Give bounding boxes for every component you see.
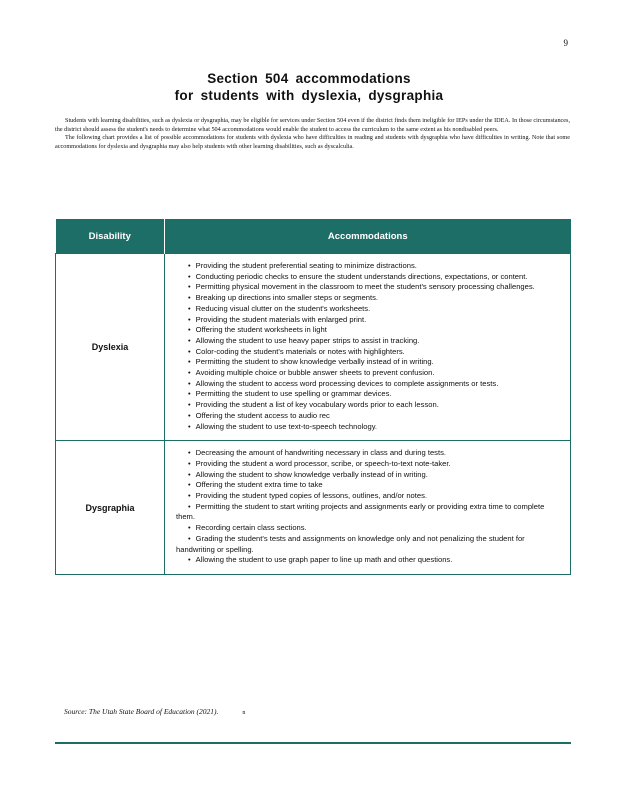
title-line-1: Section 504 accommodations: [207, 71, 411, 86]
intro-paragraph-2: The following chart provides a list of possible accommodations for students with dyslexia who have difficulties in reading and students with dysgraphia who have difficulties in writing. Note that some accommodations for dyslexia and dysgraphia may also help students with other learning disabilities, such as dyscalculia.: [55, 134, 570, 150]
header-disability: Disability: [56, 219, 165, 254]
list-item: • Recording certain class sections.: [176, 523, 552, 534]
list-item: • Permitting the student to start writing projects and assignments early or providing extra time to complete them.: [176, 502, 552, 523]
list-item: • Decreasing the amount of handwriting necessary in class and during tests.: [176, 448, 552, 459]
accommodations-table: [55, 219, 571, 575]
list-item: • Allowing the student to show knowledge verbally instead of in writing.: [176, 470, 552, 481]
list-item: • Permitting the student to use spelling or grammar devices.: [176, 389, 552, 400]
page-title: [0, 70, 618, 104]
table-header-row: [56, 219, 571, 254]
list-item: • Avoiding multiple choice or bubble answer sheets to prevent confusion.: [176, 368, 552, 379]
accommodations-cell: [165, 441, 571, 575]
source-mark: n: [242, 710, 246, 716]
bottom-rule: [55, 742, 571, 744]
list-item: • Allowing the student to use heavy paper strips to assist in tracking.: [176, 336, 552, 347]
list-item: • Permitting the student to show knowledge verbally instead of in writing.: [176, 357, 552, 368]
header-accommodations: Accommodations: [165, 219, 571, 254]
intro-text: [55, 117, 570, 151]
list-item: • Providing the student a list of key vocabulary words prior to each lesson.: [176, 400, 552, 411]
list-item: • Offering the student worksheets in light: [176, 325, 552, 336]
list-item: • Breaking up directions into smaller steps or segments.: [176, 293, 552, 304]
accommodations-cell: [165, 254, 571, 441]
list-item: • Providing the student typed copies of lessons, outlines, and/or notes.: [176, 491, 552, 502]
title-line-2: for students with dyslexia, dysgraphia: [174, 88, 444, 103]
intro-paragraph-1: Students with learning disabilities, such as dyslexia or dysgraphia, may be eligible for services under Section 504 even if the district finds them ineligible for IEPs under the IDEA. In those circumstances, the district should assess the student's needs to determine what 504 accommodations would enable the student to access the curriculum to the same extent as his nondisabled peers.: [55, 117, 570, 133]
list-item: • Offering the student access to audio rec: [176, 411, 552, 422]
list-item: • Color-coding the student's materials or notes with highlighters.: [176, 347, 552, 358]
source-citation: [64, 707, 245, 716]
list-item: • Reducing visual clutter on the student's worksheets.: [176, 304, 552, 315]
page-number: 9: [563, 38, 568, 48]
disability-cell: Dyslexia: [56, 254, 165, 441]
accommodation-list: [165, 441, 570, 574]
list-item: • Allowing the student to use graph paper to line up math and other questions.: [176, 555, 552, 566]
accommodation-list: [165, 254, 570, 440]
list-item: • Providing the student preferential seating to minimize distractions.: [176, 261, 552, 272]
table-row-dysgraphia: [56, 441, 571, 575]
list-item: • Providing the student a word processor, scribe, or speech-to-text note-taker.: [176, 459, 552, 470]
list-item: • Conducting periodic checks to ensure the student understands directions, expectations, or content.: [176, 272, 552, 283]
list-item: • Allowing the student to use text-to-speech technology.: [176, 422, 552, 433]
list-item: • Providing the student materials with enlarged print.: [176, 315, 552, 326]
source-text: Source: The Utah State Board of Education (2021).: [64, 707, 219, 716]
disability-cell: Dysgraphia: [56, 441, 165, 575]
table-row-dyslexia: [56, 254, 571, 441]
list-item: • Allowing the student to access word processing devices to complete assignments or tests.: [176, 379, 552, 390]
list-item: • Offering the student extra time to take: [176, 480, 552, 491]
list-item: • Grading the student's tests and assignments on knowledge only and not penalizing the student for handwriting or spelling.: [176, 534, 552, 555]
list-item: • Permitting physical movement in the classroom to meet the student's sensory processing challenges.: [176, 282, 552, 293]
